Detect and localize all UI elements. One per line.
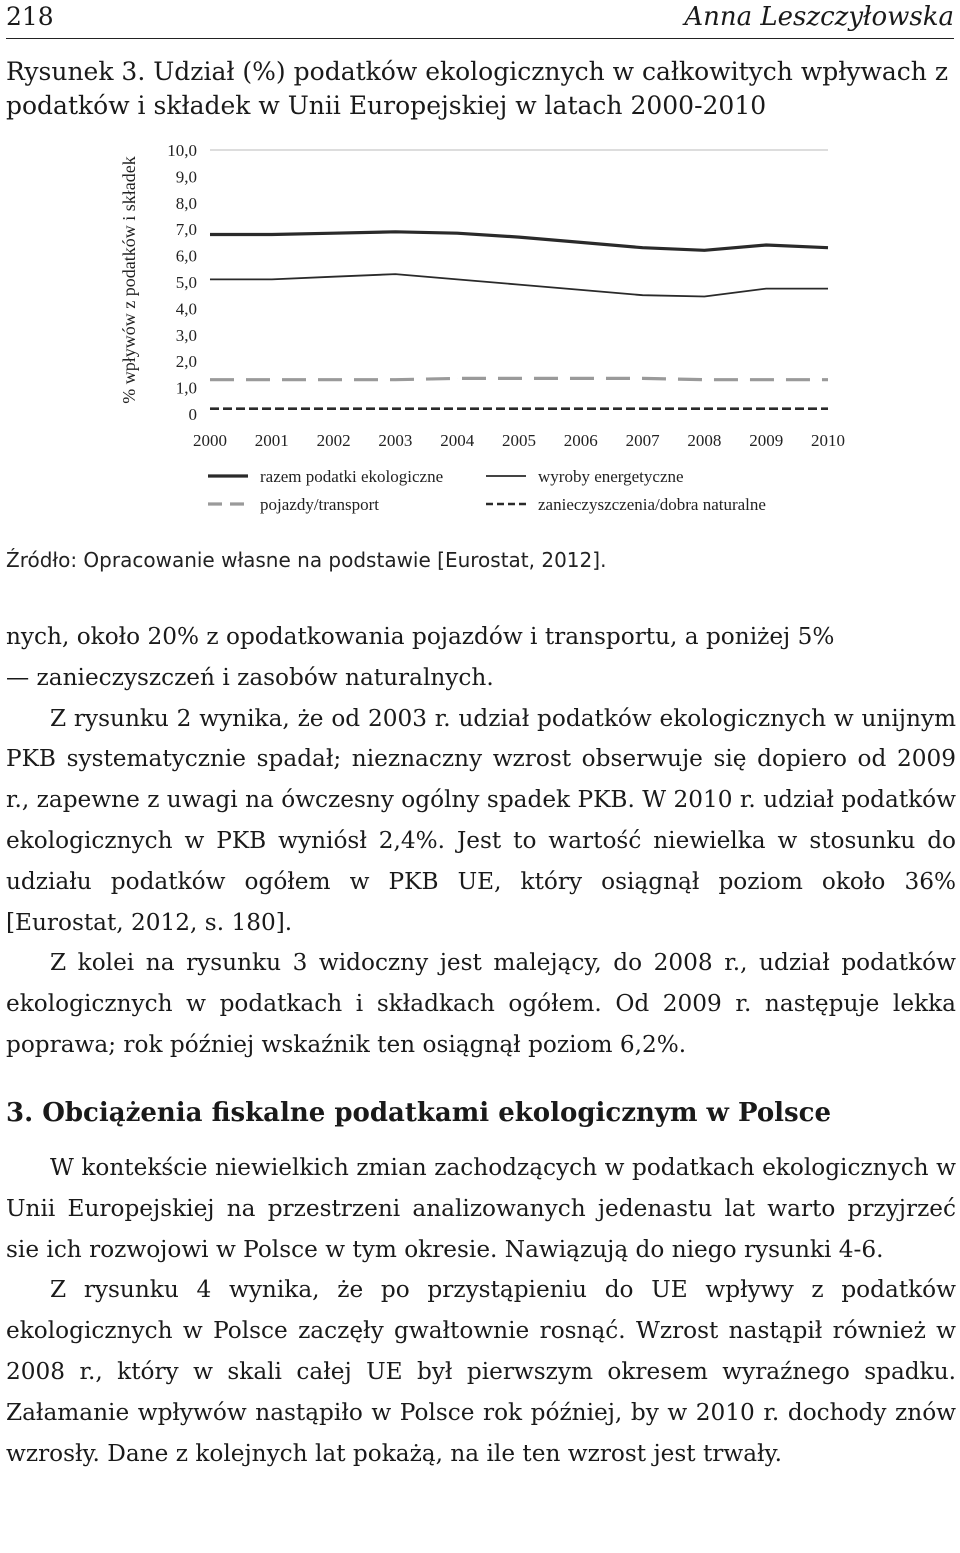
- series-line-2: [210, 274, 828, 296]
- body-text-bottom: [6, 1148, 956, 1474]
- x-tick-label: 2004: [440, 431, 475, 450]
- legend-label-1: razem podatki ekologiczne: [260, 467, 444, 486]
- page-number: 218: [6, 2, 54, 31]
- running-header: [6, 0, 954, 39]
- y-tick-label: 4,0: [175, 299, 197, 319]
- paragraph-continuation-2: — zanieczyszczeń i zasobów naturalnych.: [6, 663, 494, 691]
- x-tick-label: 2003: [378, 431, 413, 450]
- x-tick-label: 2007: [625, 431, 660, 450]
- y-tick-label: 0: [188, 405, 197, 424]
- y-axis-label: % wpływów z podatków i składek: [119, 156, 139, 404]
- series-line-3: [210, 378, 828, 379]
- paragraph-3: Z kolei na rysunku 3 widoczny jest malejący, do 2008 r., udział podatków ekologicznych w podatkach i składkach ogółem. Od 2009 r. następuje lekka poprawa; rok później wskaźnik ten osiągnął poziom 6,2%.: [6, 949, 956, 1058]
- line-chart: [0, 130, 960, 550]
- y-tick-label: 5,0: [175, 273, 197, 292]
- paragraph-4: W kontekście niewielkich zmian zachodzących w podatkach ekologicznych w Unii Europejskiej na przestrzeni analizowanych jedenastu lat warto przyjrzeć sie ich rozwojowi w Polsce w tym okresie. Nawiązują do niego rysunki 4-6.: [6, 1154, 956, 1263]
- x-tick-label: 2006: [563, 431, 598, 450]
- y-tick-label: 3,0: [175, 325, 197, 345]
- x-tick-label: 2005: [502, 431, 536, 450]
- x-tick-label: 2010: [811, 431, 845, 450]
- section-heading: 3. Obciążenia fiskalne podatkami ekologicznym w Polsce: [6, 1098, 832, 1128]
- figure-caption: Rysunek 3. Udział (%) podatków ekologicznych w całkowitych wpływach z podatków i składek w Unii Europejskiej w latach 2000-2010: [6, 57, 949, 120]
- x-tick-label: 2001: [254, 431, 289, 450]
- y-tick-label: 1,0: [175, 378, 197, 398]
- y-tick-label: 9,0: [175, 167, 197, 187]
- series-line-1: [210, 232, 828, 251]
- body-text-top: [6, 617, 956, 1066]
- paragraph-continuation: nych, około 20% z opodatkowania pojazdów i transportu, a poniżej 5%: [6, 623, 835, 650]
- paragraph-2: Z rysunku 2 wynika, że od 2003 r. udział podatków ekologicznych w unijnym PKB systematycznie spadał; nieznaczny wzrost obserwuje się dopiero od 2009 r., zapewne z uwagi na ówczesny ogólny spadek PKB. W 2010 r. udział podatków ekologicznych w PKB wyniósł 2,4%. Jest to wartość niewielka w stosunku do udziału podatków ogółem w PKB UE, który osiągnął poziom około 36% [Eurostat, 2012, s. 180].: [6, 704, 956, 936]
- x-tick-label: 2002: [316, 431, 351, 450]
- y-tick-label: 10,0: [167, 141, 197, 160]
- y-tick-label: 2,0: [175, 352, 197, 372]
- y-tick-label: 7,0: [175, 220, 197, 240]
- running-header-author: Anna Leszczyłowska: [684, 2, 954, 32]
- legend-label-4: zanieczyszczenia/dobra naturalne: [538, 495, 766, 514]
- figure-source: Źródło: Opracowanie własne na podstawie [Eurostat, 2012].: [6, 548, 607, 572]
- paragraph-5: Z rysunku 4 wynika, że po przystąpieniu do UE wpływy z podatków ekologicznych w Polsce zaczęły gwałtownie rosnąć. Wzrost nastąpił również w 2008 r., który w skali całej UE był pierwszym okresem wyraźnego spadku. Załamanie wpływów nastąpiło w Polsce rok później, by w 2010 r. dochody znów wzrosły. Dane z kolejnych lat pokażą, na ile ten wzrost jest trwały.: [6, 1276, 956, 1467]
- y-tick-label: 8,0: [175, 193, 197, 213]
- x-tick-label: 2008: [687, 431, 722, 450]
- x-tick-label: 2009: [749, 431, 784, 450]
- y-tick-label: 6,0: [175, 246, 197, 266]
- legend-label-3: pojazdy/transport: [260, 495, 379, 514]
- legend-label-2: wyroby energetyczne: [538, 467, 684, 486]
- x-tick-label: 2000: [193, 431, 227, 450]
